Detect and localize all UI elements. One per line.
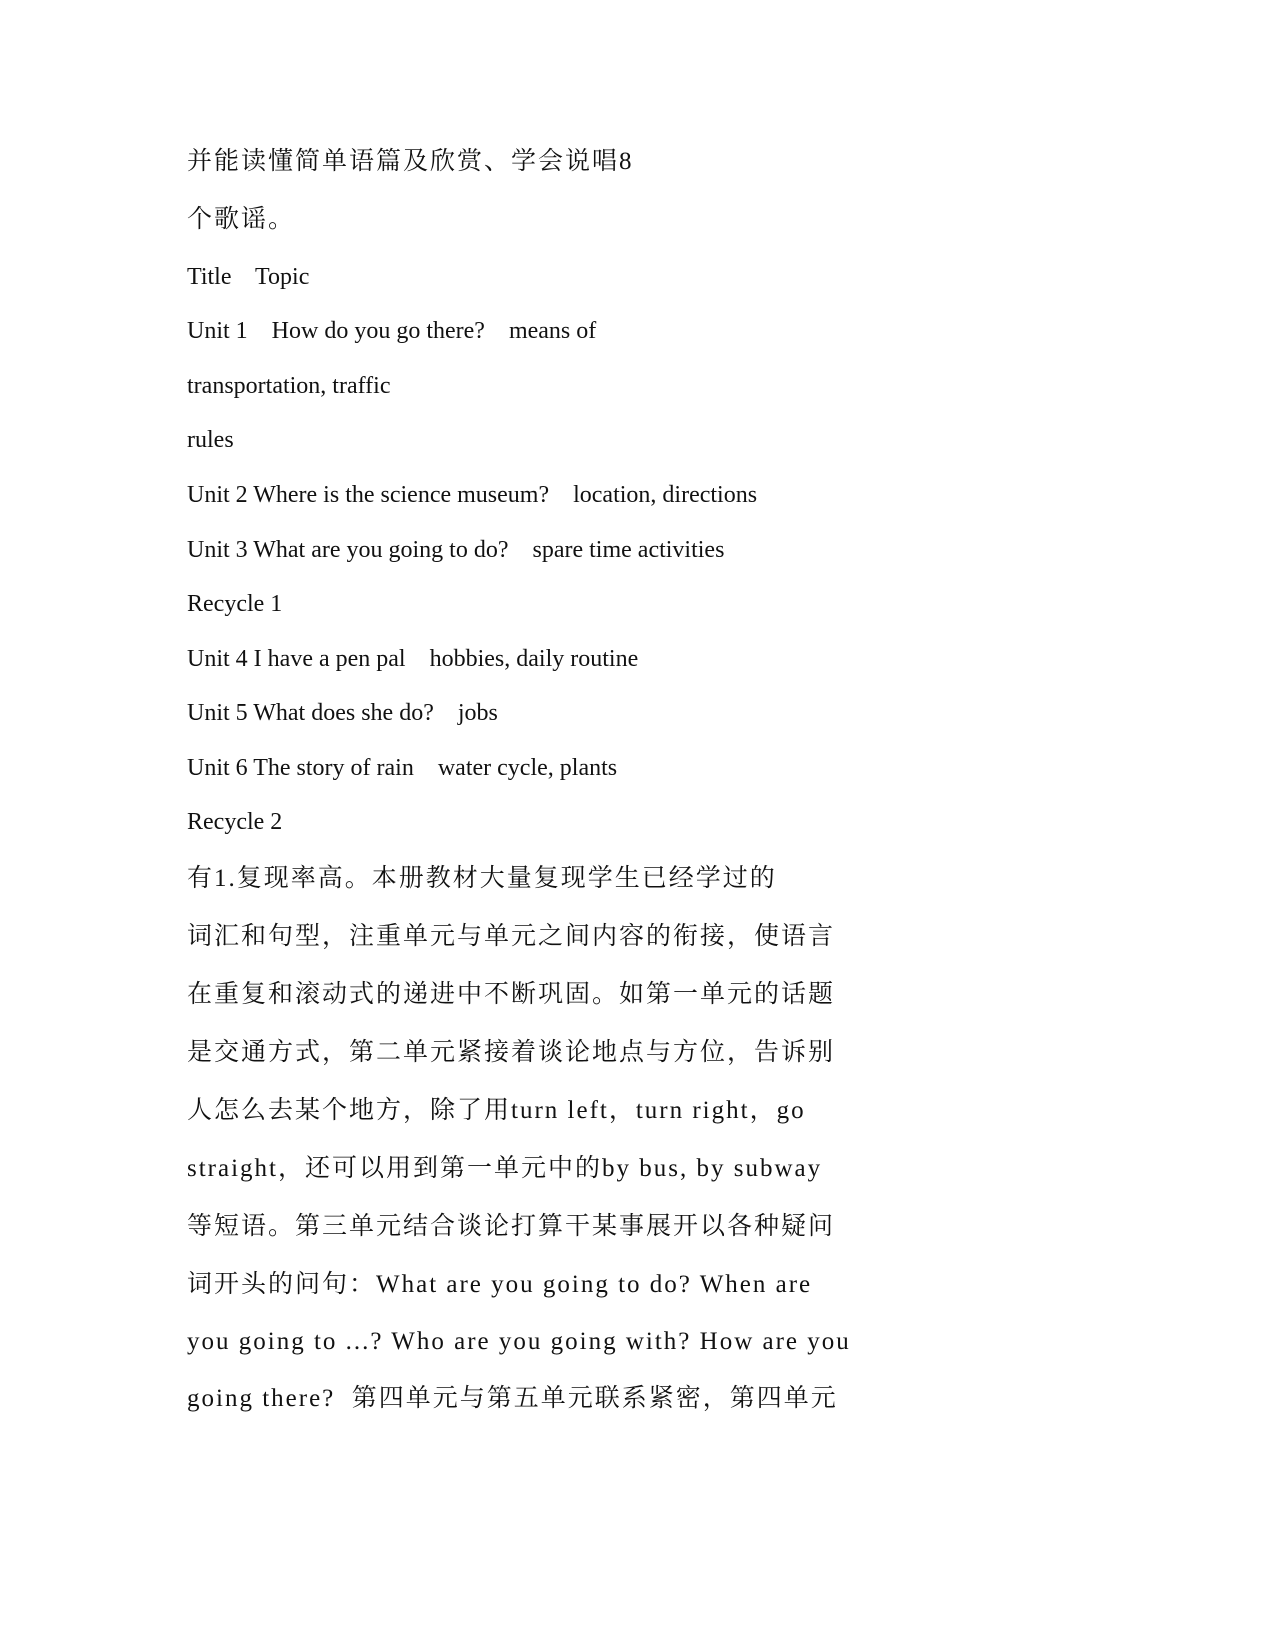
unit-row: Unit 2 Where is the science museum? location, directions [187, 482, 758, 508]
unit-row: Unit 3 What are you going to do? spare time activities [187, 537, 725, 563]
paragraph-line: going there? 第四单元与第五单元联系紧密，第四单元 [187, 1385, 838, 1412]
paragraph-line: 等短语。第三单元结合谈论打算干某事展开以各种疑问 [187, 1213, 836, 1240]
paragraph-line: you going to ...? Who are you going with? How are you [187, 1328, 851, 1355]
text-line: transportation, traffic [187, 373, 391, 399]
paragraph-line: 是交通方式，第二单元紧接着谈论地点与方位，告诉别 [187, 1039, 836, 1066]
paragraph-line: 人怎么去某个地方，除了用turn left，turn right，go [187, 1097, 806, 1124]
unit-row: Unit 6 The story of rain water cycle, plants [187, 755, 618, 781]
unit-row: Unit 1 How do you go there? means of [187, 318, 597, 344]
table-header: Title Topic [187, 264, 310, 290]
text-line: rules [187, 427, 234, 453]
text-line: 并能读懂简单语篇及欣赏、学会说唱8 [187, 148, 634, 175]
unit-row: Unit 4 I have a pen pal hobbies, daily routine [187, 646, 639, 672]
paragraph-line: 在重复和滚动式的递进中不断巩固。如第一单元的话题 [187, 981, 836, 1008]
recycle-row: Recycle 1 [187, 591, 283, 617]
text-line: 个歌谣。 [187, 206, 296, 233]
paragraph-line: 词开头的问句：What are you going to do? When are [187, 1271, 813, 1298]
paragraph-line: straight，还可以用到第一单元中的by bus, by subway [187, 1155, 823, 1182]
paragraph-line: 词汇和句型，注重单元与单元之间内容的衔接，使语言 [187, 923, 836, 950]
paragraph-line: 有1.复现率高。本册教材大量复现学生已经学过的 [187, 865, 777, 892]
recycle-row: Recycle 2 [187, 809, 283, 835]
unit-row: Unit 5 What does she do? jobs [187, 700, 498, 726]
